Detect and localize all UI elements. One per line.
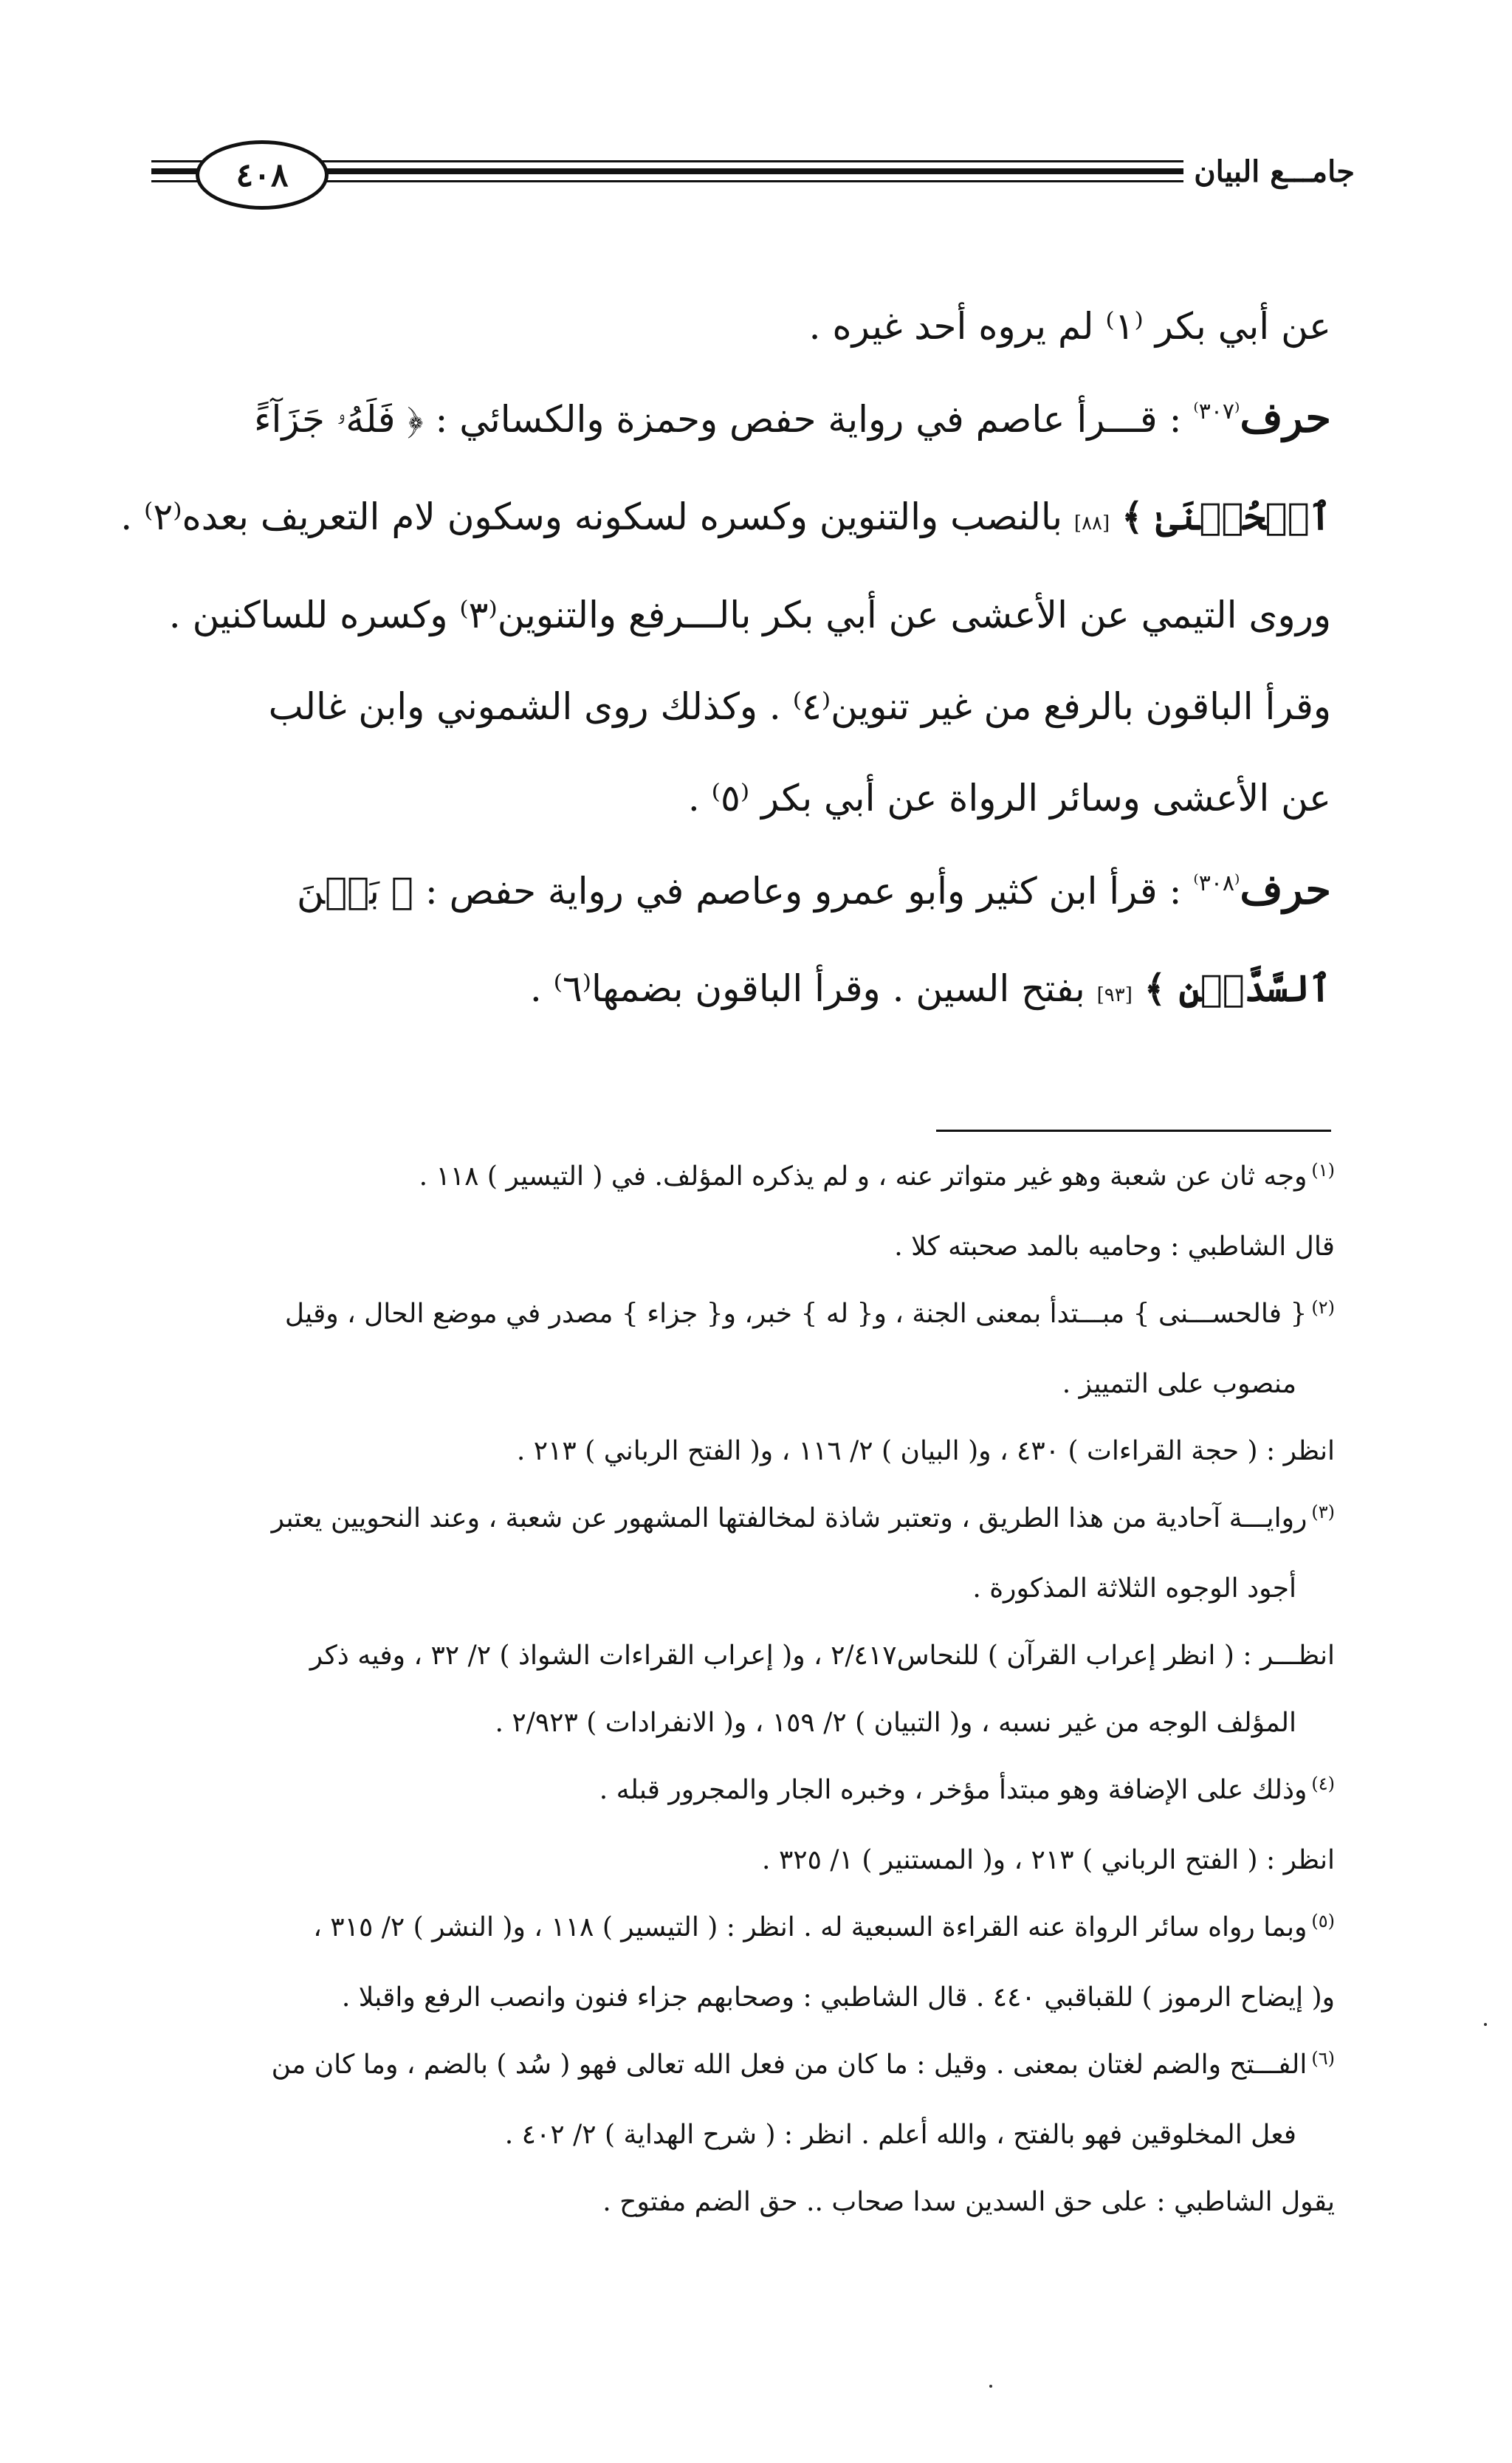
footnote-2-line-1 <box>179 1280 1335 1350</box>
footnote-4-line-2: انظر : ( الفتح الرباني ) ٢١٣ ، و( المستنير ) ١/ ٣٢٥ . <box>762 1845 1335 1875</box>
harf-number-307: ⁽٣٠٧⁾ <box>1193 399 1240 425</box>
footnote-2-line-2: منصوب على التمييز . <box>1062 1369 1296 1399</box>
header-rule-thick <box>151 168 1355 174</box>
footnotes <box>179 1143 1335 2236</box>
footnote-6-text: الفـــتح والضم لغتان بمعنى . وقيل : ما كان من فعل الله تعالى فهو ( سُد ) بالضم ، وما كان من <box>271 2050 1307 2080</box>
footnote-5-number: (٥) <box>1311 1911 1335 1931</box>
verse-ref-93: [٩٣] <box>1096 984 1133 1006</box>
harf-label-307: حرف <box>1240 394 1331 442</box>
harf-307-text-2: بالنصب والتنوين وكسره لسكونه وسكون لام التعريف بعده⁽٢⁾ . <box>120 495 1063 538</box>
harf-307-line-4: وقرأ الباقون بالرفع من غير تنوين⁽٤⁾ . وكذلك روى الشموني وابن غالب <box>268 685 1331 728</box>
harf-307-line-1 <box>179 372 1331 471</box>
quran-verse-husna: ٱلۡحُسۡنَىٰ ﴾ <box>1121 495 1331 538</box>
footnote-1-line-2: قال الشاطبي : وحاميه بالمد صحبته كلا . <box>894 1232 1335 1262</box>
footnote-4-number: (٤) <box>1311 1773 1335 1794</box>
footnote-6-line-2: فعل المخلوقين فهو بالفتح ، والله أعلم . انظر : ( شرح الهداية ) ٢/ ٤٠٢ . <box>504 2120 1296 2150</box>
footnote-5-line-2: و( إيضاح الرموز ) للقباقبي ٤٤٠ . قال الشاطبي : وصحابهم جزاء فنون وانصب الرفع واقبلا . <box>341 1982 1335 2013</box>
footnote-6-line-1 <box>179 2031 1335 2101</box>
page-header <box>151 140 1355 210</box>
footnote-2-number: (٢) <box>1311 1297 1335 1318</box>
footnote-1-number: (١) <box>1311 1160 1335 1181</box>
footnote-2-text: { فالحســـنى } مبـــتدأ بمعنى الجنة ، و{ له } خبر، و{ جزاء } مصدر في موضع الحال ، وقيل <box>284 1299 1307 1329</box>
harf-308-line-1 <box>179 844 1331 943</box>
footnote-3-line-4: المؤلف الوجه من غير نسبه ، و( التبيان ) ٢/ ١٥٩ ، و( الانفرادات ) ٢/٩٢٣ . <box>495 1708 1296 1738</box>
quran-verse-saddayn: ٱلسَّدَّيۡنِ ﴾ <box>1144 966 1331 1010</box>
footnote-separator <box>936 1130 1331 1132</box>
footnote-1-line-1 <box>179 1143 1335 1213</box>
header-rule-top <box>151 160 1355 162</box>
footnote-4-text: وذلك على الإضافة وهو مبتدأ مؤخر ، وخبره الجار والمجرور قبله . <box>599 1775 1307 1805</box>
footnote-2-line-3: انظر : ( حجة القراءات ) ٤٣٠ ، و( البيان ) ٢/ ١١٦ ، و( الفتح الرباني ) ٢١٣ . <box>516 1436 1335 1466</box>
scan-speck <box>989 2385 992 2388</box>
harf-308-text-1: : قرأ ابن كثير وأبو عمرو وعاصم في رواية حفص : ﴿ بَيۡنَ <box>297 870 1182 913</box>
harf-label-308: حرف <box>1240 865 1331 914</box>
harf-307-line-5: عن الأعشى وسائر الرواة عن أبي بكر ⁽٥⁾ . <box>687 777 1331 820</box>
harf-number-308: ⁽٣٠٨⁾ <box>1193 870 1240 896</box>
harf-307-line-3: وروى التيمي عن الأعشى عن أبي بكر بالـــرفع والتنوين⁽٣⁾ وكسره للساكنين . <box>168 594 1331 636</box>
harf-308-text-2: بفتح السين . وقرأ الباقون بضمها⁽٦⁾ . <box>529 967 1085 1010</box>
harf-308-line-2 <box>179 943 1331 1041</box>
verse-ref-88: [٨٨] <box>1073 512 1110 535</box>
footnote-3-text: روايـــة آحادية من هذا الطريق ، وتعتبر شاذة لمخالفتها المشهور عن شعبة ، وعند النحويين يعتبر <box>271 1503 1307 1533</box>
footnote-6-number: (٦) <box>1311 2048 1335 2069</box>
footnote-3-line-3: انظـــر : ( انظر إعراب القرآن ) للنحاس٢/٤١٧ ، و( إعراب القراءات الشواذ ) ٢/ ٣٢ ، وفيه ذكر <box>309 1641 1335 1671</box>
footnote-5-line-1 <box>179 1894 1335 1964</box>
footnote-6-line-3: يقول الشاطبي : على حق السدين سدا صحاب .. حق الضم مفتوح . <box>602 2187 1335 2217</box>
harf-307-line-2 <box>120 471 1331 569</box>
scan-speck <box>1484 2023 1487 2026</box>
header-rule-bottom <box>151 180 1355 182</box>
book-title: جامـــع البيان <box>1183 146 1355 198</box>
footnote-5-text: وبما رواه سائر الرواة عنه القراءة السبعية له . انظر : ( التيسير ) ١١٨ ، و( النشر ) ٢/ ٣١٥ ، <box>313 1912 1307 1942</box>
footnote-1-text: وجه ثان عن شعبة وهو غير متواتر عنه ، و لم يذكره المؤلف. في ( التيسير ) ١١٨ . <box>419 1161 1307 1192</box>
main-text <box>120 281 1331 1041</box>
footnote-4-line-1 <box>179 1756 1335 1827</box>
main-line-1: عن أبي بكر ⁽١⁾ لم يروه أحد غيره . <box>808 305 1331 348</box>
page-number: ٤٠٨ <box>196 140 329 210</box>
harf-307-text-1: : قـــرأ عاصم في رواية حفص وحمزة والكسائي : ﴿ فَلَهُۥ جَزَآءً <box>253 398 1182 441</box>
footnote-3-number: (٣) <box>1311 1502 1335 1522</box>
footnote-3-line-2: أجود الوجوه الثلاثة المذكورة . <box>972 1573 1296 1604</box>
footnote-3-line-1 <box>179 1485 1335 1555</box>
